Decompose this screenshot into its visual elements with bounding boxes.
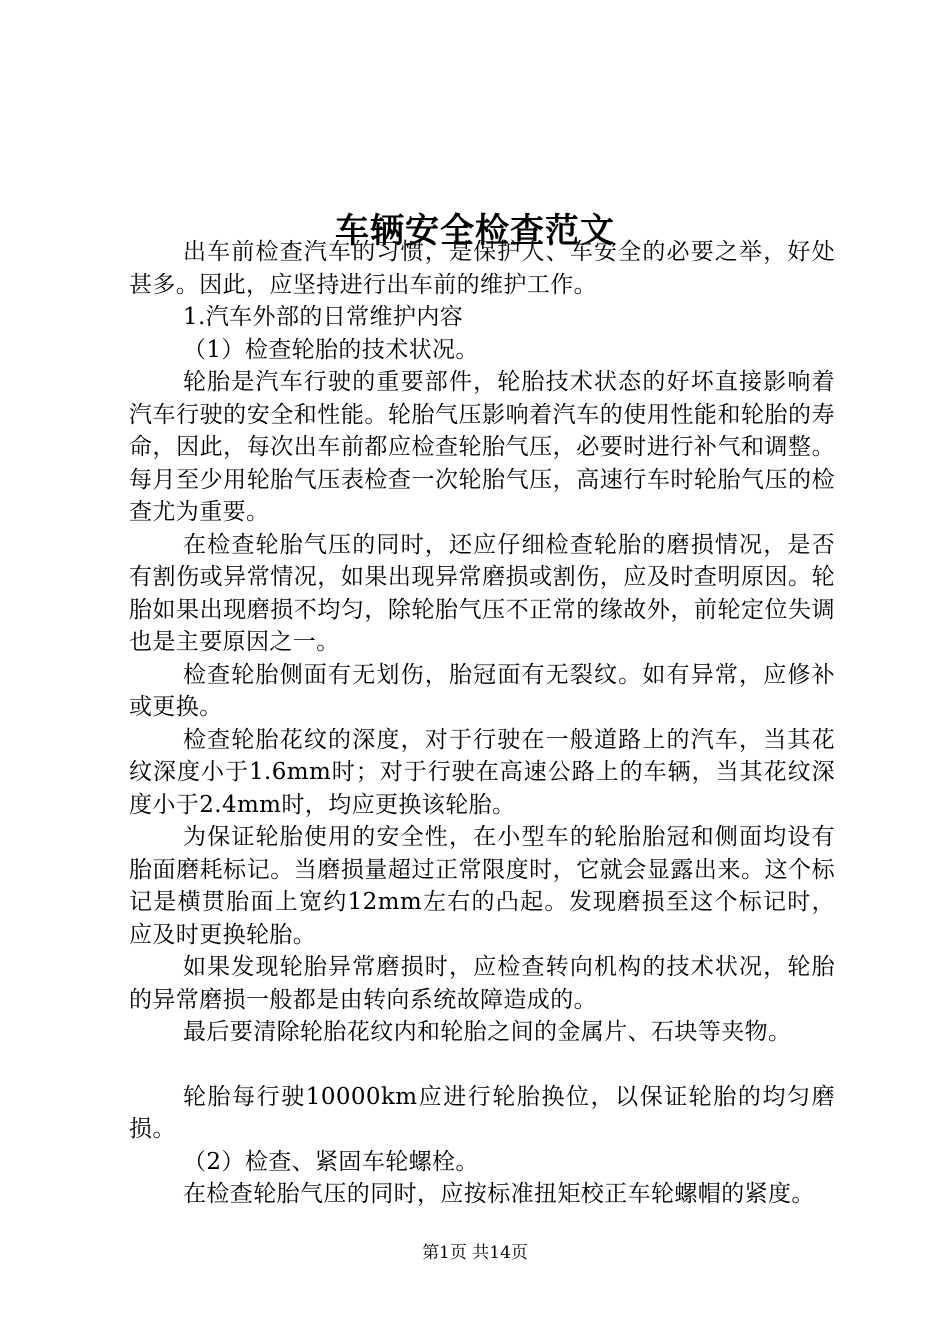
paragraph-tire-sidewall: 检查轮胎侧面有无划伤，胎冠面有无裂纹。如有异常，应修补或更换。 xyxy=(129,661,835,720)
paragraph-abnormal-wear: 如果发现轮胎异常磨损时，应检查转向机构的技术状况，轮胎的异常磨损一般都是由转向系统故障造成的。 xyxy=(129,954,835,1013)
paragraph-tire-wear: 在检查轮胎气压的同时，还应仔细检查轮胎的磨损情况，是否有割伤或异常情况，如果出现异常磨损或割伤，应及时查明原因。轮胎如果出现磨损不均匀，除轮胎气压不正常的缘故外，前轮定位失调也是主要原因之一。 xyxy=(129,531,835,655)
paragraph-wear-indicator: 为保证轮胎使用的安全性，在小型车的轮胎胎冠和侧面均设有胎面磨耗标记。当磨损量超过正常限度时，它就会显露出来。这个标记是横贯胎面上宽约12mm左右的凸起。发现磨损至这个标记时，应及时更换轮胎。 xyxy=(129,824,835,948)
page-footer: 第1页 共14页 xyxy=(422,1243,528,1263)
paragraph-tire-rotation: 轮胎每行驶10000km应进行轮胎换位，以保证轮胎的均匀磨损。 xyxy=(129,1083,835,1142)
paragraph-intro: 出车前检查汽车的习惯，是保护人、车安全的必要之举，好处甚多。因此，应坚持进行出车前的维护工作。 xyxy=(129,239,835,298)
subsection-heading-wheel-bolts: （2）检查、紧固车轮螺栓。 xyxy=(183,1148,479,1175)
paragraph-tread-depth: 检查轮胎花纹的深度，对于行驶在一般道路上的汽车，当其花纹深度小于1.6mm时；对于行驶在高速公路上的车辆，当其花纹深度小于2.4mm时，均应更换该轮胎。 xyxy=(129,726,835,818)
paragraph-torque-check: 在检查轮胎气压的同时，应按标准扭矩校正车轮螺帽的紧度。 xyxy=(183,1181,815,1207)
subsection-heading-tire-condition: （1）检查轮胎的技术状况。 xyxy=(183,336,479,363)
paragraph-clear-debris: 最后要清除轮胎花纹内和轮胎之间的金属片、石块等夹物。 xyxy=(183,1019,792,1045)
paragraph-tire-importance: 轮胎是汽车行驶的重要部件，轮胎技术状态的好坏直接影响着汽车行驶的安全和性能。轮胎气压影响着汽车的使用性能和轮胎的寿命，因此，每次出车前都应检查轮胎气压，必要时进行补气和调整。每月至少用轮胎气压表检查一次轮胎气压，高速行车时轮胎气压的检查尤为重要。 xyxy=(129,369,835,525)
section-heading-exterior-maintenance: 1.汽车外部的日常维护内容 xyxy=(183,304,464,330)
page-title: 车辆安全检查范文 xyxy=(335,210,615,251)
document-body xyxy=(129,236,835,1211)
